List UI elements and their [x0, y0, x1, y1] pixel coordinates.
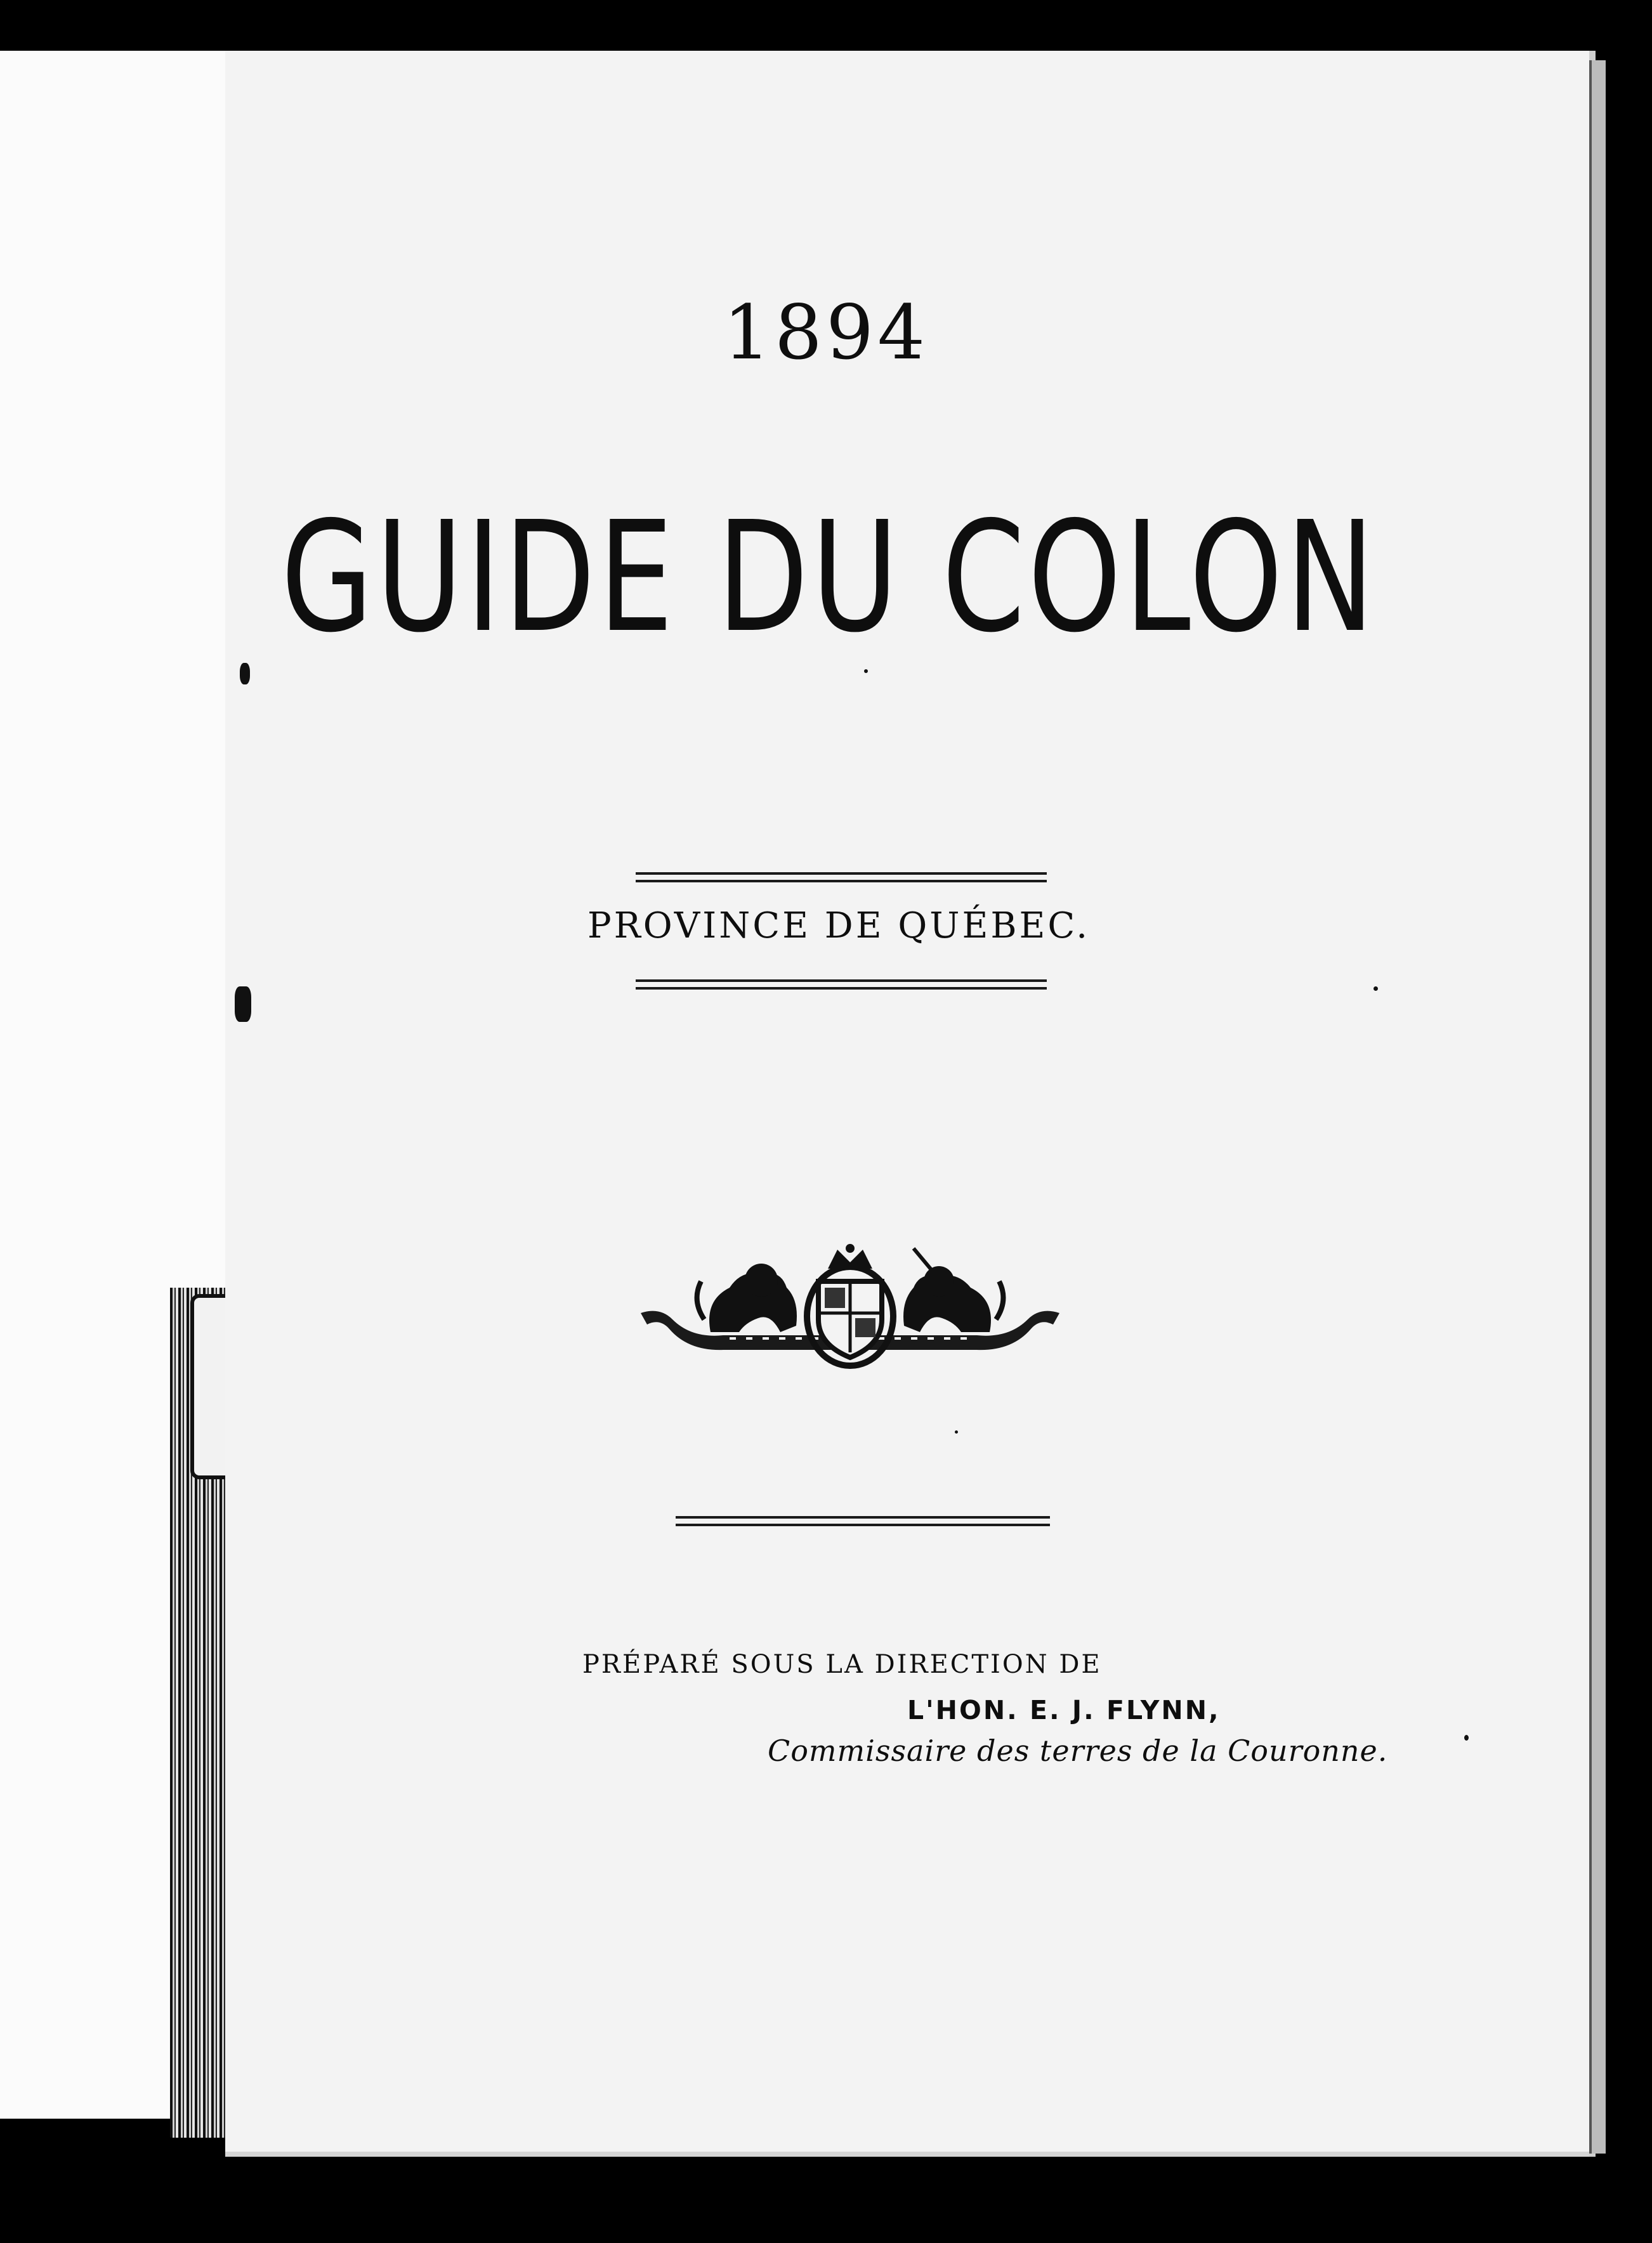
- scan-artifact: [955, 1430, 958, 1434]
- official-title: Commissaire des terres de la Couronne.: [768, 1734, 1388, 1768]
- page-edge-shadow: [1589, 60, 1606, 2154]
- publication-year: 1894: [723, 289, 929, 376]
- scan-artifact: [235, 986, 251, 1022]
- scan-artifact: [240, 663, 250, 684]
- scan-artifact: [864, 669, 868, 673]
- document-title: GUIDE DU COLON: [280, 488, 1378, 666]
- double-rule-lower: [636, 979, 1047, 990]
- double-rule-upper: [636, 872, 1047, 882]
- official-name: L'HON. E. J. FLYNN,: [907, 1695, 1221, 1725]
- coat-of-arms-icon: [634, 1243, 1066, 1370]
- prepared-by-line: PRÉPARÉ SOUS LA DIRECTION DE: [582, 1650, 1102, 1679]
- double-rule-bottom: [676, 1516, 1050, 1526]
- scan-artifact: [1373, 986, 1378, 991]
- scan-artifact: [1464, 1735, 1469, 1741]
- province-heading: PROVINCE DE QUÉBEC.: [587, 905, 1091, 946]
